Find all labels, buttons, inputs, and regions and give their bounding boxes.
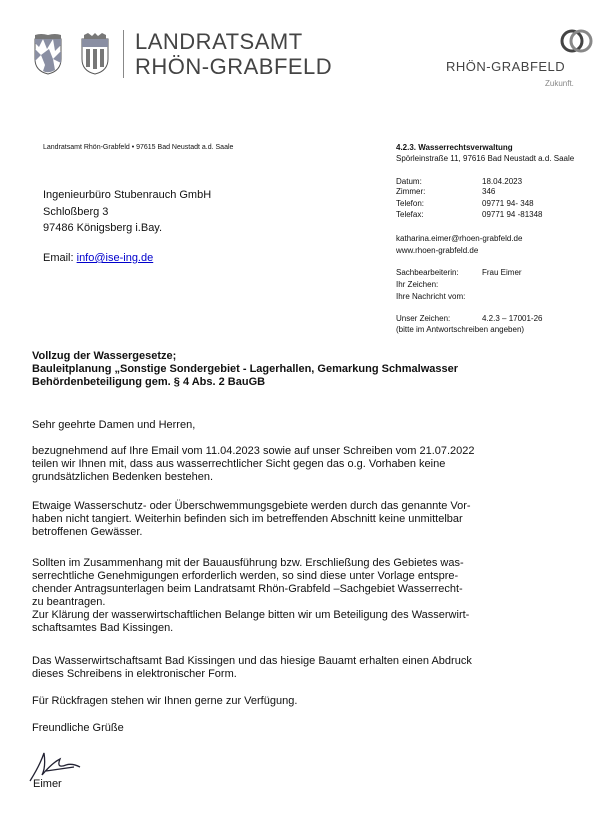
paragraph-5: Für Rückfragen stehen wir Ihnen gerne zur Verfügung.: [32, 695, 298, 707]
brand-tagline: Zukunft.: [545, 79, 574, 88]
info-zimmer: Zimmer: 346: [396, 187, 496, 196]
recipient-email-link[interactable]: info@ise-ing.de: [76, 252, 154, 264]
header-divider: [123, 30, 124, 78]
paragraph-1: bezugnehmend auf Ihre Email vom 11.04.2023 sowie auf unser Schreiben vom 21.07.2022 teilen wir Ihnen mit, dass aus wasserrechtlicher Sicht gegen das o.g. Vorhaben keine grundsätzlichen Bedenken bestehen.: [32, 445, 475, 483]
info-datum: Datum: 18.04.2023: [396, 177, 523, 186]
contact-website[interactable]: www.rhoen-grabfeld.de: [396, 246, 479, 255]
salutation: Sehr geehrte Damen und Herren,: [32, 419, 196, 431]
subject-line-3: Behördenbeteiligung gem. § 4 Abs. 2 BauGB: [32, 376, 266, 388]
closing: Freundliche Grüße: [32, 722, 124, 734]
signer-name: Eimer: [33, 778, 62, 790]
info-ihre-nachricht: Ihre Nachricht vom:: [396, 292, 466, 301]
recipient-name: Ingenieurbüro Stubenrauch GmbH: [43, 189, 212, 201]
info-telefax: Telefax: 09771 94 -81348: [396, 210, 543, 219]
recipient-city: 97486 Königsberg i.Bay.: [43, 222, 163, 234]
subject-line-1: Vollzug der Wassergesetze;: [32, 350, 177, 362]
paragraph-2: Etwaige Wasserschutz- oder Überschwemmungsgebiete werden durch das genannte Vor- haben nicht tangiert. Weiterhin befinden sich im betreffenden Abschnitt keine unmittelbar betroffenen Gewässer.: [32, 500, 471, 538]
info-telefon: Telefon: 09771 94- 348: [396, 199, 534, 208]
info-unser-zeichen: Unser Zeichen: 4.2.3 – 17001-26: [396, 314, 543, 323]
info-unser-zeichen-note: (bitte im Antwortschreiben angeben): [396, 325, 525, 334]
district-crest-icon: [80, 33, 110, 75]
recipient-email-label: Email:: [43, 252, 74, 264]
info-ihr-zeichen: Ihr Zeichen:: [396, 280, 439, 289]
subject-line-2: Bauleitplanung „Sonstige Sondergebiet - Lagerhallen, Gemarkung Schmalwasser: [32, 363, 459, 375]
paragraph-3: Sollten im Zusammenhang mit der Bauausführung bzw. Erschließung des Gebietes was- serrechtliche Genehmigungen erforderlich werden, so sind diese unter Vorlage entspre- chender Antragsunterlagen beim Landratsamt Rhön-Grabfeld –Sachgebiet Wasserrecht- zu beantragen. Zur Klärung der wasserwirtschaftlichen Belange bitten wir um Beteiligung des Wasserwirt- schaftsamtes Bad Kissingen.: [32, 557, 470, 634]
department-title: 4.2.3. Wasserrechtsverwaltung: [396, 143, 513, 152]
contact-email[interactable]: katharina.eimer@rhoen-grabfeld.de: [396, 234, 523, 243]
bavaria-crest-icon: [33, 33, 63, 75]
info-sachbearbeiterin: Sachbearbeiterin: Frau Eimer: [396, 268, 522, 277]
rhoen-grabfeld-logo-icon: [560, 28, 594, 56]
recipient-email-line: [43, 252, 153, 264]
org-name-line2: RHÖN-GRABFELD: [135, 54, 333, 79]
paragraph-4: Das Wasserwirtschaftsamt Bad Kissingen und das hiesige Bauamt erhalten einen Abdruck dieses Schreibens in elektronischer Form.: [32, 655, 472, 680]
department-address: Spörleinstraße 11, 97616 Bad Neustadt a.d. Saale: [396, 154, 575, 163]
sender-line: Landratsamt Rhön-Grabfeld • 97615 Bad Neustadt a.d. Saale: [43, 144, 234, 151]
recipient-street: Schloßberg 3: [43, 206, 109, 218]
org-name-line1: LANDRATSAMT: [135, 29, 303, 54]
brand-name: RHÖN-GRABFELD: [446, 59, 566, 74]
